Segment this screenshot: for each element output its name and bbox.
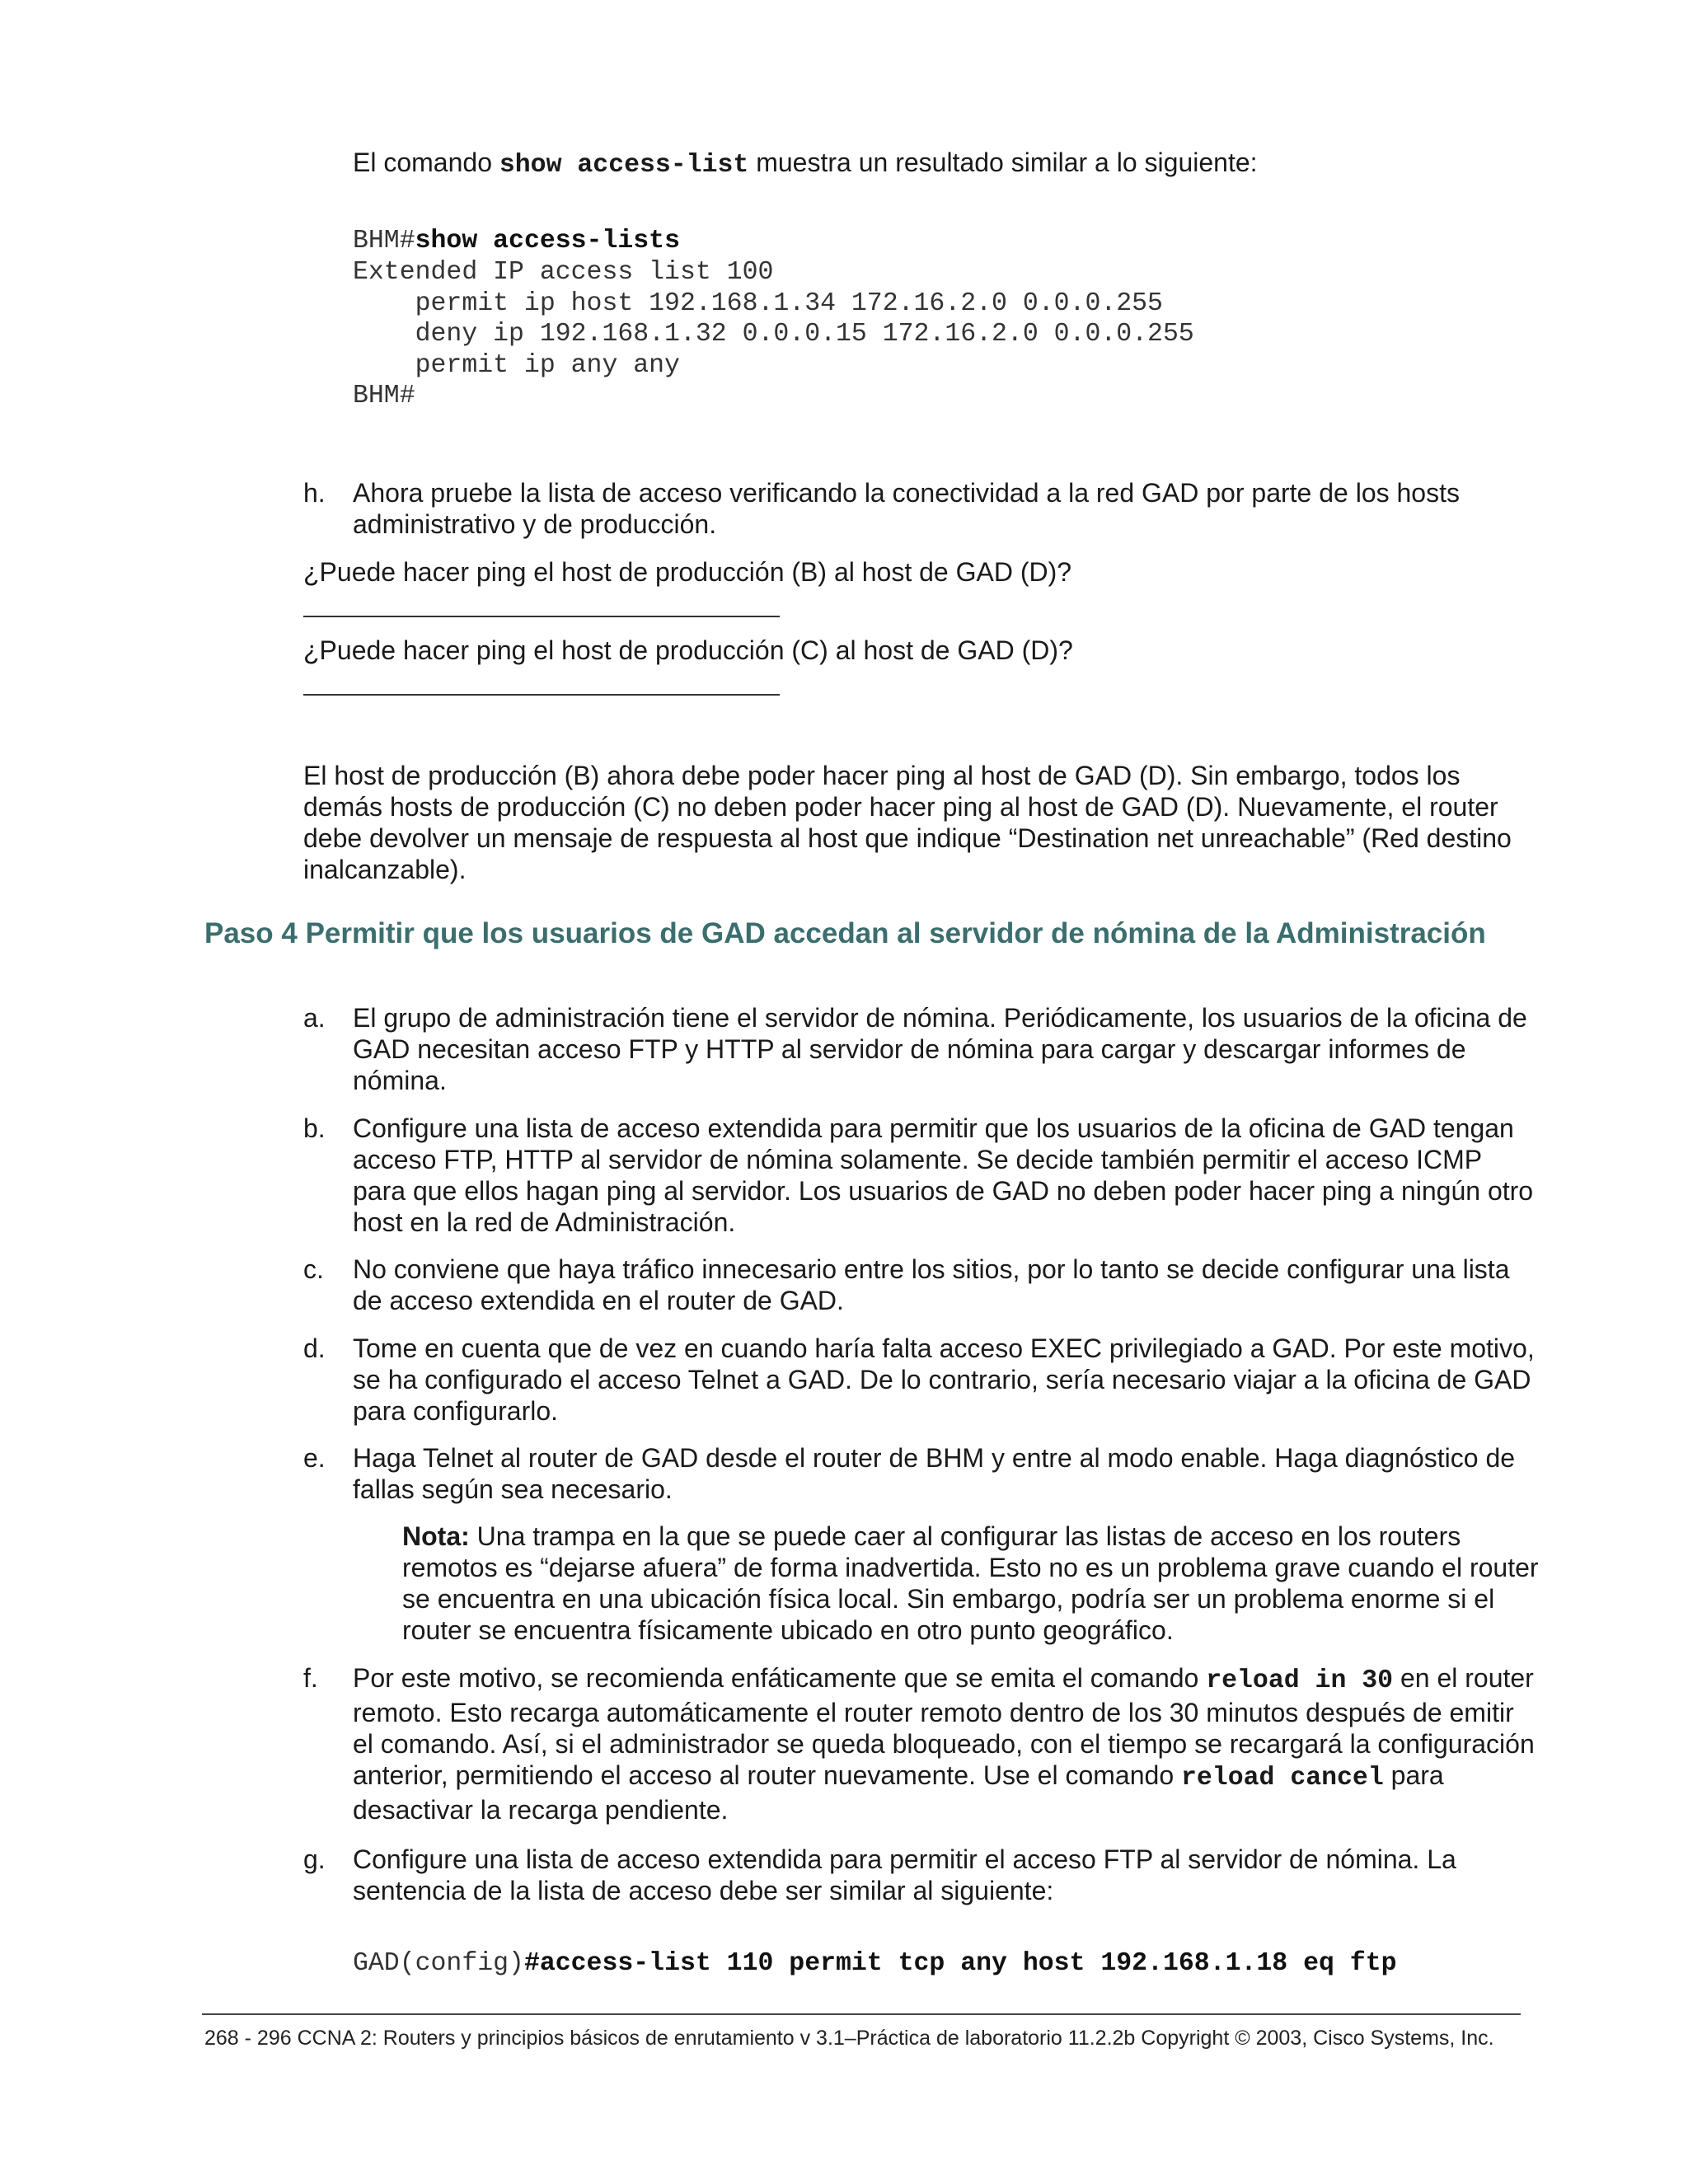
step-e-label: e.	[303, 1443, 326, 1473]
code-line-1: Extended IP access list 100	[353, 258, 774, 287]
note-paragraph	[402, 1521, 1540, 1646]
final-code-command: #access-list 110 permit tcp any host 192.168.1.18 eq ftp	[523, 1949, 1397, 1978]
code-line-end: BHM#	[353, 382, 415, 410]
step-h-text: Ahora pruebe la lista de acceso verificando la conectividad a la red GAD por parte de los hosts administrativo y de producción.	[353, 478, 1460, 539]
step-b-label: b.	[303, 1113, 326, 1143]
step-d-text: Tome en cuenta que de vez en cuando haría falta acceso EXEC privilegiado a GAD. Por este motivo, se ha configurado el acceso Telnet a GAD. De lo contrario, sería necesario viajar a la oficina de GAD para configurarlo.	[353, 1333, 1535, 1426]
note-text: Una trampa en la que se puede caer al configurar las listas de acceso en los routers remotos es “dejarse afuera” de forma inadvertida. Esto no es un problema grave cuando el router se encuentra en una ubicación física local. Sin embargo, podría ser un problema enorme si el router se encuentra físicamente ubicado en otro punto geográfico.	[402, 1521, 1539, 1645]
intro-post: muestra un resultado similar a lo siguiente:	[748, 148, 1258, 177]
step-d-label: d.	[303, 1333, 326, 1363]
step-a-text: El grupo de administración tiene el servidor de nómina. Periódicamente, los usuarios de la oficina de GAD necesitan acceso FTP y HTTP al servidor de nómina para cargar y descargar informes de nómina.	[353, 1003, 1527, 1095]
step-f-command-reload-cancel: reload cancel	[1181, 1764, 1384, 1793]
step-f-label: f.	[303, 1663, 318, 1693]
step-b-text: Configure una lista de acceso extendida para permitir que los usuarios de la oficina de GAD tengan acceso FTP, HTTP al servidor de nómina solamente. Se decide también permitir el acceso ICMP para que ellos hagan ping al servidor. Los usuarios de GAD no deben poder hacer ping a ningún otro host en la red de Administración.	[353, 1113, 1534, 1237]
intro-command: show access-list	[499, 151, 749, 180]
step-f-command-reload-in: reload in 30	[1206, 1666, 1394, 1695]
code-line-2: permit ip host 192.168.1.34 172.16.2.0 0.0.0.255	[353, 289, 1163, 318]
explanation-paragraph: El host de producción (B) ahora debe poder hacer ping al host de GAD (D). Sin embargo, todos los demás hosts de producción (C) no deben poder hacer ping al host de GAD (D). Nuevamente, el router debe devolver un mensaje de respuesta al host que indique “Destination net unreachable” (Red destino inalcanzable).	[303, 761, 1512, 884]
code-command: show access-lists	[415, 227, 680, 255]
footer-divider	[202, 2013, 1521, 2015]
code-prompt: BHM#	[353, 227, 415, 255]
final-code-line	[353, 1948, 1397, 1980]
step-f-text-2: en el router remoto. Esto recarga automáticamente el router remoto dentro de los 30 minutos después de emitir el comando. Así, si el administrador se queda bloqueado, con el tiempo se recargará la configuración anterior, permitiendo el acceso al router nuevamente. Use el comando	[353, 1663, 1535, 1790]
step-a-label: a.	[303, 1003, 326, 1033]
answer-line-2[interactable]	[303, 694, 780, 696]
step-g-label: g.	[303, 1844, 326, 1874]
code-line-4: permit ip any any	[353, 351, 680, 380]
question-2: ¿Puede hacer ping el host de producción (C) al host de GAD (D)?	[303, 635, 1073, 665]
step-e-text: Haga Telnet al router de GAD desde el router de BHM y entre al modo enable. Haga diagnóstico de fallas según sea necesario.	[353, 1443, 1516, 1504]
page-footer: 268 - 296 CCNA 2: Routers y principios básicos de enrutamiento v 3.1–Práctica de laboratorio 11.2.2b Copyright © 2003, Cisco Systems, Inc.	[204, 2027, 1494, 2050]
step-f-text-3: para desactivar la recarga pendiente.	[353, 1760, 1444, 1825]
step-c-label: c.	[303, 1254, 324, 1284]
step-h-label: h.	[303, 478, 326, 508]
step-c-text: No conviene que haya tráfico innecesario entre los sitios, por lo tanto se decide configurar una lista de acceso extendida en el router de GAD.	[353, 1254, 1510, 1315]
intro-pre: El comando	[353, 148, 499, 177]
intro-paragraph	[353, 147, 1258, 181]
step-f-text	[353, 1662, 1540, 1825]
question-1: ¿Puede hacer ping el host de producción (B) al host de GAD (D)?	[303, 557, 1072, 587]
code-line-3: deny ip 192.168.1.32 0.0.0.15 172.16.2.0 0.0.0.255	[353, 320, 1194, 349]
step-f-text-1: Por este motivo, se recomienda enfáticamente que se emita el comando	[353, 1663, 1207, 1693]
code-line-command	[353, 226, 680, 257]
step-4-heading: Paso 4 Permitir que los usuarios de GAD accedan al servidor de nómina de la Administración	[204, 917, 1486, 949]
answer-line-1[interactable]	[303, 616, 780, 617]
note-label: Nota:	[402, 1521, 470, 1551]
final-code-prompt: GAD(config)	[353, 1949, 524, 1978]
step-g-text: Configure una lista de acceso extendida para permitir el acceso FTP al servidor de nómina. La sentencia de la lista de acceso debe ser similar al siguiente:	[353, 1844, 1456, 1905]
